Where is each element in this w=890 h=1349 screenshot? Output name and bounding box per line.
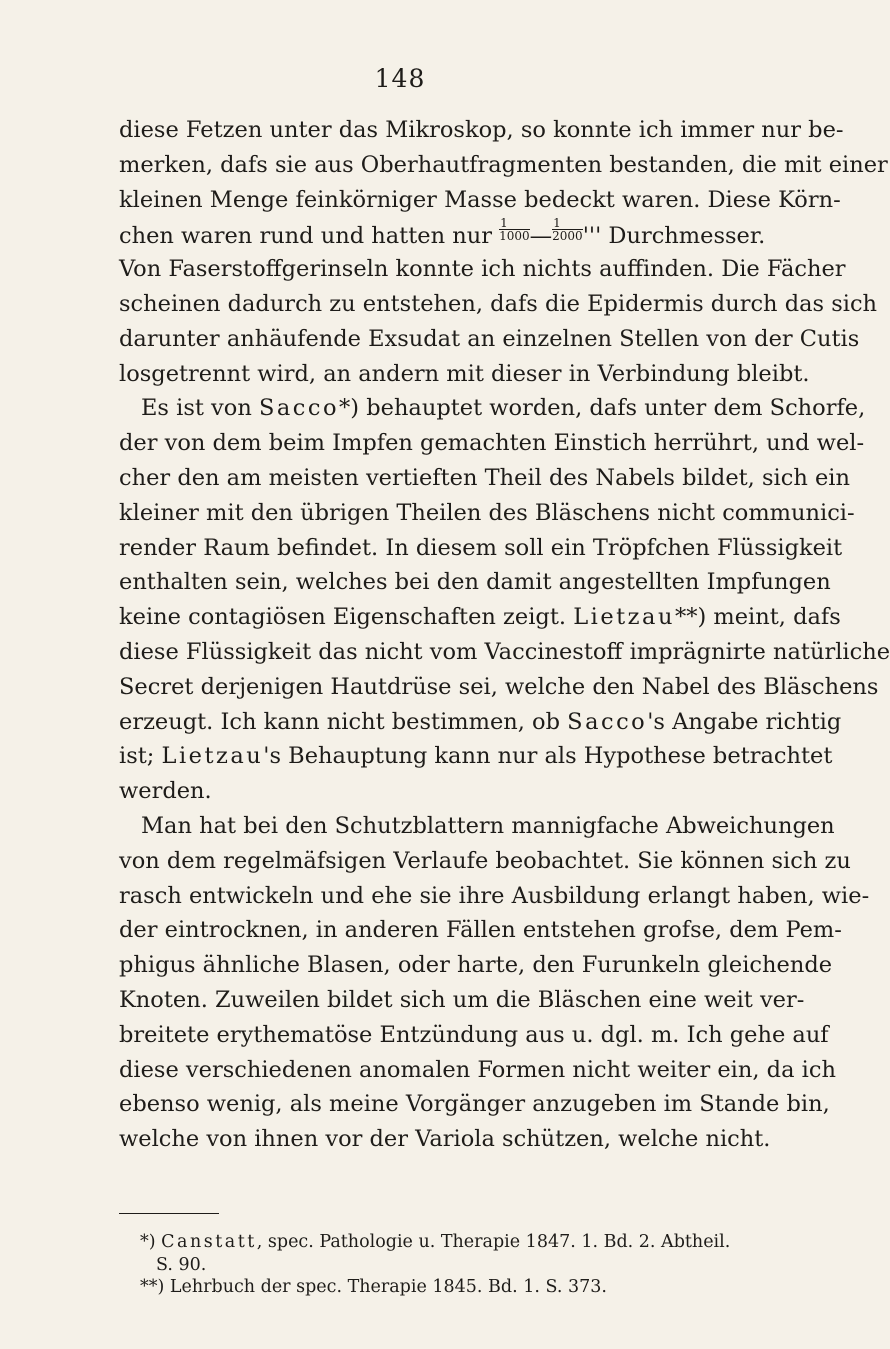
footnotes [140,1231,731,1299]
footnote-1 [140,1231,731,1254]
text-line: darunter anhäufende Exsudat an einzelnen Stellen von der Cutis [119,325,860,352]
text-line: phigus ähnliche Blasen, oder harte, den Furunkeln gleichende [119,952,833,979]
footnote-marker: *) [140,1232,156,1252]
fraction-numerator: 1 [499,217,530,230]
fraction-denominator: 2000 [552,229,583,244]
line-segment: **) meint, dafs [674,604,841,631]
text-line: Knoten. Zuweilen bildet sich um die Bläschen eine weit ver- [119,986,805,1013]
fraction-denominator: 1000 [499,229,530,244]
text-line: welche von ihnen vor der Variola schützen, welche nicht. [119,1126,771,1153]
text-line: der von dem beim Impfen gemachten Einstich herrührt, und wel- [119,430,865,457]
text-line: von dem regelmäfsigen Verlaufe beobachtet. Sie können sich zu [119,847,851,874]
text-line: enthalten sein, welches bei den damit angestellten Impfungen [119,569,831,596]
fraction-numerator: 1 [552,217,583,230]
text-line: losgetrennt wird, an andern mit dieser in Verbindung bleibt. [119,360,810,387]
footnote-separator [119,1213,219,1214]
footnote-text: Lehrbuch der spec. Therapie 1845. Bd. 1. S. 373. [164,1277,607,1297]
text-line: Man hat bei den Schutzblattern mannigfache Abweichungen [141,812,835,839]
footnote-text: , spec. Pathologie u. Therapie 1847. 1. Bd. 2. Abtheil. [256,1232,731,1252]
text-line: kleinen Menge feinkörniger Masse bedeckt waren. Diese Körn- [119,186,841,213]
text-line: scheinen dadurch zu entstehen, dafs die Epidermis durch das sich [119,290,878,317]
text-line: diese verschiedenen anomalen Formen nicht weiter ein, da ich [119,1056,836,1083]
range-dash: — [529,223,553,250]
text-line: werden. [119,778,212,805]
text-line: render Raum befindet. In diesem soll ein Tröpfchen Flüssigkeit [119,534,843,561]
line-segment: 's Behauptung kann nur als Hypothese betrachtet [263,743,833,770]
author-name-spaced: Canstatt [161,1232,257,1252]
fraction-thousandth [499,217,530,242]
text-line: Von Faserstoffgerinseln konnte ich nichts auffinden. Die Fächer [119,256,846,283]
text-line: ebenso wenig, als meine Vorgänger anzugeben im Stande bin, [119,1091,830,1118]
fraction-two-thousandth [552,217,583,242]
text-line: kleiner mit den übrigen Theilen des Bläschens nicht communici- [119,499,855,526]
line-segment: chen waren rund und hatten nur [119,223,500,250]
page-number: 148 [374,64,426,93]
text-line: breitete erythematöse Entzündung aus u. dgl. m. Ich gehe auf [119,1021,829,1048]
footnote-marker: **) [140,1277,165,1297]
author-name-spaced: Sacco [567,708,648,735]
text-line: rasch entwickeln und ehe sie ihre Ausbildung erlangt haben, wie- [119,882,870,909]
text-line: diese Fetzen unter das Mikroskop, so konnte ich immer nur be- [119,117,844,143]
footnote-2 [140,1276,720,1299]
text-line [119,739,833,774]
line-segment: erzeugt. Ich kann nicht bestimmen, ob [119,708,568,735]
line-segment: 's Angabe richtig [647,708,842,735]
line-segment: keine contagiösen Eigenschaften zeigt. [119,604,574,631]
author-name-spaced: Lietzau [161,743,264,770]
text-line: diese Flüssigkeit das nicht vom Vaccinestoff imprägnirte natürliche [119,638,890,665]
author-name-spaced: Lietzau [573,604,675,631]
line-segment: ''' Durchmesser. [582,223,766,250]
footnote-1-continuation: S. 90. [156,1254,207,1275]
body-text [119,113,890,1157]
line-segment: ist; [119,743,162,770]
author-name-spaced: Sacco [258,395,340,422]
text-line [119,600,841,635]
line-segment: Es ist von [141,395,259,422]
text-line: cher den am meisten vertieften Theil des Nabels bildet, sich ein [119,464,850,491]
text-line: Secret derjenigen Hautdrüse sei, welche den Nabel des Bläschens [119,673,879,700]
line-segment: *) behauptet worden, dafs unter dem Schorfe, [339,395,866,422]
text-line: der eintrocknen, in anderen Fällen entstehen grofse, dem Pem- [119,917,842,944]
text-line: merken, dafs sie aus Oberhautfragmenten bestanden, die mit einer [119,151,888,178]
text-line [119,391,866,426]
text-line [119,705,842,740]
text-line-with-fraction [119,216,766,252]
